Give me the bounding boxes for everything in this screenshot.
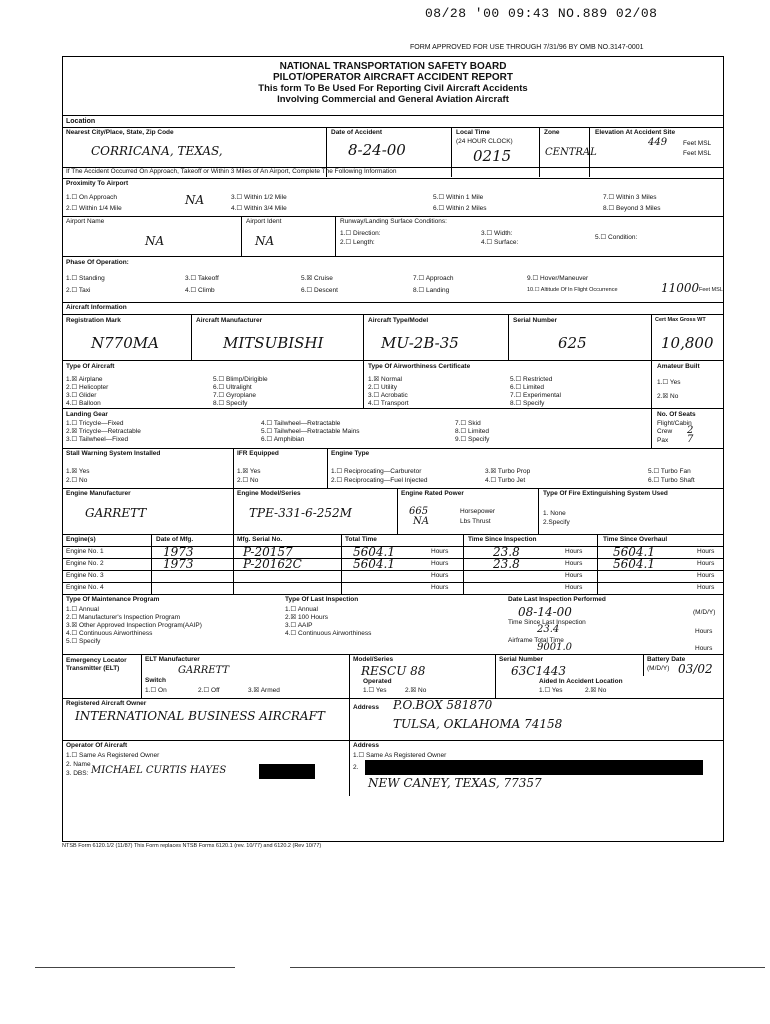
elt-battery-label: Battery Date xyxy=(647,656,686,663)
phase-landing: 8.☐ Landing xyxy=(413,287,450,294)
engtype-recip-carb: 1.☐ Reciprocating—Carburetor xyxy=(331,468,422,475)
engine-mfr-value: GARRETT xyxy=(85,506,147,520)
engine-row-2-hours-a: Hours xyxy=(431,560,449,567)
airworth-utility: 2.☐ Utility xyxy=(368,384,397,391)
form-title-4: Involving Commercial and General Aviation Aircraft xyxy=(277,94,509,105)
operator-dbs-label: 3. DBS: xyxy=(66,770,89,777)
redaction-operator-address xyxy=(365,760,703,775)
engine-row-2-date: 1973 xyxy=(163,557,194,571)
mfr-label: Aircraft Manufacturer xyxy=(196,317,263,324)
gear-specify: 9.☐ Specify xyxy=(455,436,490,443)
operator-name-label: 2. Name xyxy=(66,761,91,768)
accident-report-form xyxy=(62,56,724,842)
seats-crew-label: Crew xyxy=(657,428,673,435)
phase-standing: 1.☐ Standing xyxy=(66,275,105,282)
stall-no: 2.☐ No xyxy=(66,477,88,484)
divider-right xyxy=(290,967,765,968)
elt-label: Emergency Locator Transmitter (ELT) xyxy=(66,657,127,672)
engine-row-1-serial: P-20157 xyxy=(243,545,293,559)
elt-model-label: Model/Series xyxy=(353,656,394,663)
proximity-value: NA xyxy=(185,193,205,207)
divider-left xyxy=(35,967,235,968)
phase-approach: 7.☐ Approach xyxy=(413,275,454,282)
elt-aided-yes: 1.☐ Yes xyxy=(539,687,563,694)
serial-label: Serial Number xyxy=(513,317,558,324)
runway-length: 2.☐ Length: xyxy=(340,239,375,246)
form-title-2: PILOT/OPERATOR AIRCRAFT ACCIDENT REPORT xyxy=(273,72,513,83)
time-sub: (24 HOUR CLOCK) xyxy=(456,138,513,145)
airframe-hours: Hours xyxy=(695,645,713,652)
feet-msl-2: Feet MSL xyxy=(683,150,712,157)
operator-address-label: Address xyxy=(353,742,380,749)
phase-altitude-value: 11000 xyxy=(661,281,700,295)
engine-row-3-name: Engine No. 3 xyxy=(66,572,104,579)
last-insp-date-label: Date Last Inspection Performed xyxy=(508,596,606,603)
amateur-label: Amateur Built xyxy=(657,363,700,370)
engtype-recip-fi: 2.☐ Reciprocating—Fuel Injected xyxy=(331,477,428,484)
fire-label: Type Of Fire Extinguishing System Used xyxy=(543,490,668,497)
prox-opt-4: 4.☐ Within 3/4 Mile xyxy=(231,205,287,212)
elt-battery-value: 03/02 xyxy=(678,662,713,676)
since-insp-label: Time Since Last Inspection xyxy=(508,619,586,626)
mfr-value: MITSUBISHI xyxy=(223,334,324,352)
airworth-label: Type Of Airworthiness Certificate xyxy=(368,363,471,370)
gear-label: Landing Gear xyxy=(66,411,108,418)
phase-hover: 9.☐ Hover/Maneuver xyxy=(527,275,589,282)
operator-label: Operator Of Aircraft xyxy=(66,742,128,749)
omb-approval: FORM APPROVED FOR USE THROUGH 7/31/96 BY OMB NO.3147-0001 xyxy=(410,44,644,51)
date-label: Date of Accident xyxy=(331,129,383,136)
airport-name-value: NA xyxy=(145,234,165,248)
runway-label: Runway/Landing Surface Conditions: xyxy=(340,218,447,225)
eng-col-total: Total Time xyxy=(345,536,377,543)
maint-specify: 5.☐ Specify xyxy=(66,638,101,645)
last-insp-mdy: (M/D/Y) xyxy=(693,609,716,616)
phase-takeoff: 3.☐ Takeoff xyxy=(185,275,219,282)
prox-opt-7: 7.☐ Within 3 Miles xyxy=(603,194,657,201)
elt-switch-label: Switch xyxy=(145,677,166,684)
fax-header: 08/28 '00 09:43 NO.889 02/08 xyxy=(425,6,658,21)
maint-mfr: 2.☐ Manufacturer's Inspection Program xyxy=(66,614,181,621)
engine-row-1-name: Engine No. 1 xyxy=(66,548,104,555)
seats-label: No. Of Seats xyxy=(657,411,696,418)
horsepower-value: 665 xyxy=(409,506,429,517)
engine-row-3-hours-a: Hours xyxy=(431,572,449,579)
engine-row-2-serial: P-20162C xyxy=(243,557,302,571)
engine-row-3-hours-c: Hours xyxy=(697,572,715,579)
engine-row-1-total: 5604.1 xyxy=(353,545,395,559)
elt-aided-no: 2.☒ No xyxy=(585,687,607,694)
reg-value: N770MA xyxy=(91,334,159,352)
type-ultralight: 6.☐ Ultralight xyxy=(213,384,252,391)
owner-address-2: TULSA, OKLAHOMA 74158 xyxy=(393,717,563,731)
eng-col-ovh: Time Since Overhaul xyxy=(603,536,668,543)
aircraft-section: Aircraft Information xyxy=(66,304,127,311)
type-helicopter: 2.☐ Helicopter xyxy=(66,384,109,391)
seats-crew-value: 2 xyxy=(687,425,694,436)
phase-feet-msl: Feet MSL xyxy=(699,287,723,293)
airworth-transport: 4.☐ Transport xyxy=(368,400,409,407)
gear-limited: 8.☐ Limited xyxy=(455,428,490,435)
insp-annual: 1.☐ Annual xyxy=(285,606,318,613)
runway-condition: 5.☐ Condition: xyxy=(595,234,638,241)
engine-row-2-hours-b: Hours xyxy=(565,560,583,567)
engine-row-1-insp: 23.8 xyxy=(493,545,520,559)
engine-row-4-hours-c: Hours xyxy=(697,584,715,591)
proximity-note: If The Accident Occurred On Approach, Takeoff or Within 3 Miles of An Airport, Complete The Following Information xyxy=(66,168,397,175)
engtype-turboshaft: 6.☐ Turbo Shaft xyxy=(648,477,695,484)
engine-model-label: Engine Model/Series xyxy=(237,490,301,497)
gear-tail-fixed: 3.☐ Tailwheel—Fixed xyxy=(66,436,129,443)
prox-opt-1: 1.☐ On Approach xyxy=(66,194,117,201)
airworth-acrobatic: 3.☐ Acrobatic xyxy=(368,392,408,399)
feet-msl: Feet MSL xyxy=(683,140,712,147)
redaction-operator-name xyxy=(259,764,315,779)
date-value: 8-24-00 xyxy=(348,141,406,159)
gross-value: 10,800 xyxy=(661,334,714,352)
proximity-label: Proximity To Airport xyxy=(66,180,129,187)
phase-taxi: 2.☐ Taxi xyxy=(66,287,91,294)
engine-row-3-hours-b: Hours xyxy=(565,572,583,579)
gear-skid: 7.☐ Skid xyxy=(455,420,481,427)
phase-label: Phase Of Operation: xyxy=(66,259,129,266)
airworth-experimental: 7.☐ Experimental xyxy=(510,392,561,399)
aircraft-type-label: Type Of Aircraft xyxy=(66,363,115,370)
zone-label: Zone xyxy=(544,129,560,136)
engine-row-4-hours-b: Hours xyxy=(565,584,583,591)
operator-addr-same: 1.☐ Same As Registered Owner xyxy=(353,752,447,759)
form-title-3: This form To Be Used For Reporting Civil Aircraft Accidents xyxy=(258,83,528,94)
runway-surface: 4.☐ Surface: xyxy=(481,239,519,246)
phase-descent: 6.☐ Descent xyxy=(301,287,338,294)
form-footer: NTSB Form 6120.1/2 (11/87) This Form replaces NTSB Forms 6120.1 (rev. 10/77) and 6120.2 (Rev 10/77) xyxy=(62,843,322,849)
operator-addr-2-label: 2. xyxy=(353,764,359,771)
insp-type-label: Type Of Last Inspection xyxy=(285,596,359,603)
location-section: Location xyxy=(66,118,96,125)
seats-pax-value: 7 xyxy=(687,434,694,445)
engine-row-2-name: Engine No. 2 xyxy=(66,560,104,567)
ifr-label: IFR Equipped xyxy=(237,450,279,457)
since-insp-hours: Hours xyxy=(695,628,713,635)
maint-annual: 1.☐ Annual xyxy=(66,606,99,613)
runway-width: 3.☐ Width: xyxy=(481,230,513,237)
elt-operated-yes: 1.☐ Yes xyxy=(363,687,387,694)
phase-altitude-label: 10.☐ Altitude Of In Flight Occurrence xyxy=(527,287,618,293)
elt-switch-armed: 3.☒ Armed xyxy=(248,687,280,694)
type-blimp: 5.☐ Blimp/Dirigible xyxy=(213,376,268,383)
gear-tri-retract: 2.☒ Tricycle—Retractable xyxy=(66,428,141,435)
zone-value: CENTRAL xyxy=(545,147,597,158)
airworth-limited: 6.☐ Limited xyxy=(510,384,545,391)
elt-mfr-value: GARRETT xyxy=(178,665,230,676)
maint-program-label: Type Of Maintenance Program xyxy=(66,596,160,603)
time-label: Local Time xyxy=(456,129,490,136)
engine-model-value: TPE-331-6-252M xyxy=(249,506,352,520)
type-gyroplane: 7.☐ Gyroplane xyxy=(213,392,257,399)
operator-address-value: NEW CANEY, TEXAS, 77357 xyxy=(368,776,542,790)
thrust-value: NA xyxy=(413,516,429,527)
airworth-restricted: 5.☐ Restricted xyxy=(510,376,553,383)
engine-row-4-name: Engine No. 4 xyxy=(66,584,104,591)
elt-mfr-label: ELT Manufacturer xyxy=(145,656,200,663)
elt-operated-no: 2.☒ No xyxy=(405,687,427,694)
elt-battery-mdy: (M/D/Y) xyxy=(647,665,670,672)
runway-direction: 1.☐ Direction: xyxy=(340,230,381,237)
airworth-normal: 1.☒ Normal xyxy=(368,376,403,383)
engtype-turbofan: 5.☐ Turbo Fan xyxy=(648,468,691,475)
elevation-label: Elevation At Accident Site xyxy=(595,129,676,136)
amateur-no: 2.☒ No xyxy=(657,393,679,400)
phase-climb: 4.☐ Climb xyxy=(185,287,215,294)
insp-aaip: 3.☐ AAIP xyxy=(285,622,313,629)
engine-row-4-hours-a: Hours xyxy=(431,584,449,591)
engine-mfr-label: Engine Manufacturer xyxy=(66,490,131,497)
engine-row-2-insp: 23.8 xyxy=(493,557,520,571)
engine-row-1-date: 1973 xyxy=(163,545,194,559)
engine-type-label: Engine Type xyxy=(331,450,370,457)
elevation-value: 449 xyxy=(648,137,668,148)
model-value: MU-2B-35 xyxy=(381,334,459,352)
engine-row-2-total: 5604.1 xyxy=(353,557,395,571)
type-airplane: 1.☒ Airplane xyxy=(66,376,103,383)
prox-opt-2: 2.☐ Within 1/4 Mile xyxy=(66,205,122,212)
airport-ident-label: Airport Ident xyxy=(246,218,282,225)
owner-address-1: P.O.BOX 581870 xyxy=(393,698,493,712)
fire-none: 1. None xyxy=(543,510,566,517)
power-label: Engine Rated Power xyxy=(401,490,464,497)
eng-col-serial: Mfg. Serial No. xyxy=(237,536,283,543)
seats-pax-label: Pax xyxy=(657,437,669,444)
airframe-label: Airframe Total Time xyxy=(508,637,564,644)
serial-value: 625 xyxy=(558,334,587,352)
eng-col-insp: Time Since Inspection xyxy=(468,536,537,543)
type-glider: 3.☐ Glider xyxy=(66,392,97,399)
elt-serial-value: 63C1443 xyxy=(511,664,566,678)
gross-label: Cert Max Gross WT xyxy=(655,317,706,323)
operator-dbs-value: MICHAEL CURTIS HAYES xyxy=(91,765,227,776)
elt-operated-label: Operated xyxy=(363,678,392,685)
gear-tail-retract-mains: 5.☐ Tailwheel—Retractable Mains xyxy=(261,428,360,435)
time-value: 0215 xyxy=(473,147,512,165)
operator-same: 1.☐ Same As Registered Owner xyxy=(66,752,160,759)
eng-col-engines: Engine(s) xyxy=(66,536,96,543)
thrust-label: Lbs Thrust xyxy=(460,518,491,525)
engine-row-2-hours-c: Hours xyxy=(697,560,715,567)
prox-opt-8: 8.☐ Beyond 3 Miles xyxy=(603,205,661,212)
elt-model-value: RESCU 88 xyxy=(361,664,426,678)
insp-100hr: 2.☒ 100 Hours xyxy=(285,614,329,621)
gear-tail-retract: 4.☐ Tailwheel—Retractable xyxy=(261,420,341,427)
airworth-specify: 8.☐ Specify xyxy=(510,400,545,407)
last-insp-date-value: 08-14-00 xyxy=(518,605,572,619)
model-label: Aircraft Type/Model xyxy=(368,317,429,324)
prox-opt-6: 6.☐ Within 2 Miles xyxy=(433,205,487,212)
reg-label: Registration Mark xyxy=(66,317,121,324)
prox-opt-3: 3.☐ Within 1/2 Mile xyxy=(231,194,287,201)
since-insp-value: 23.4 xyxy=(537,624,560,635)
owner-label: Registered Aircraft Owner xyxy=(66,700,147,707)
prox-opt-5: 5.☐ Within 1 Mile xyxy=(433,194,484,201)
eng-col-date: Date of Mfg. xyxy=(156,536,194,543)
engine-row-1-ovh: 5604.1 xyxy=(613,545,655,559)
airport-ident-value: NA xyxy=(255,234,275,248)
engine-row-2-ovh: 5604.1 xyxy=(613,557,655,571)
maint-aaip: 3.☒ Other Approved Inspection Program(AAIP) xyxy=(66,622,202,629)
ifr-yes: 1.☒ Yes xyxy=(237,468,261,475)
airport-name-label: Airport Name xyxy=(66,218,105,225)
owner-name: INTERNATIONAL BUSINESS AIRCRAFT xyxy=(75,709,325,723)
amateur-yes: 1.☐ Yes xyxy=(657,379,681,386)
engine-row-1-hours-a: Hours xyxy=(431,548,449,555)
stall-label: Stall Warning System Installed xyxy=(66,450,161,457)
type-balloon: 4.☐ Balloon xyxy=(66,400,101,407)
stall-yes: 1.☒ Yes xyxy=(66,468,90,475)
form-title-1: NATIONAL TRANSPORTATION SAFETY BOARD xyxy=(279,61,507,72)
insp-continuous: 4.☐ Continuous Airworthiness xyxy=(285,630,372,637)
elt-switch-on: 1.☐ On xyxy=(145,687,167,694)
fire-specify: 2.Specify xyxy=(543,519,570,526)
city-value: CORRICANA, TEXAS, xyxy=(91,144,223,158)
engtype-turbojet: 4.☐ Turbo Jet xyxy=(485,477,526,484)
elt-aided-label: Aided In Accident Location xyxy=(539,678,623,685)
airframe-value: 9001.0 xyxy=(537,642,572,653)
type-specify: 8.☐ Specify xyxy=(213,400,248,407)
city-label: Nearest City/Place, State, Zip Code xyxy=(66,129,174,136)
horsepower-label: Horsepower xyxy=(460,508,496,515)
maint-continuous: 4.☐ Continuous Airworthiness xyxy=(66,630,153,637)
elt-serial-label: Serial Number xyxy=(499,656,544,663)
gear-amphibian: 6.☐ Amphibian xyxy=(261,436,305,443)
engtype-turboprop: 3.☒ Turbo Prop xyxy=(485,468,531,475)
elt-switch-off: 2.☐ Off xyxy=(198,687,220,694)
engine-row-1-hours-b: Hours xyxy=(565,548,583,555)
gear-tri-fixed: 1.☐ Tricycle—Fixed xyxy=(66,420,124,427)
ifr-no: 2.☐ No xyxy=(237,477,259,484)
seats-flight-cabin: Flight/Cabin xyxy=(657,420,692,427)
phase-cruise: 5.☒ Cruise xyxy=(301,275,333,282)
owner-address-label: Address xyxy=(353,704,380,711)
engine-row-1-hours-c: Hours xyxy=(697,548,715,555)
